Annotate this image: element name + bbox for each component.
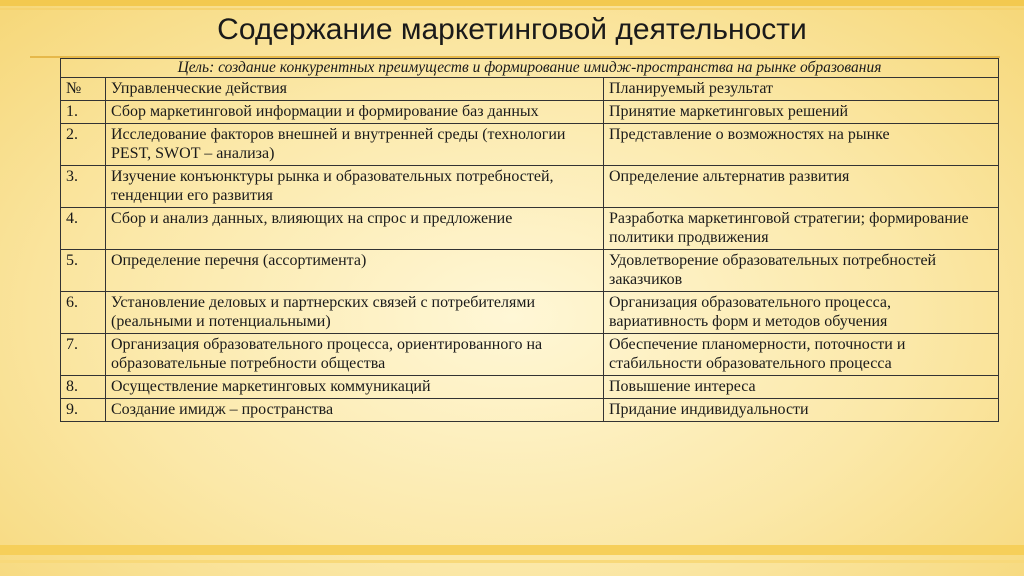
row-number: 9.	[61, 399, 106, 422]
row-result: Придание индивидуальности	[604, 399, 999, 422]
top-decor-band	[0, 0, 1024, 6]
row-action: Организация образовательного процесса, ориентированного на образовательные потребности общества	[106, 334, 604, 376]
row-result: Повышение интереса	[604, 376, 999, 399]
row-number: 8.	[61, 376, 106, 399]
row-action: Исследование факторов внешней и внутренней среды (технологии PEST, SWOT – анализа)	[106, 124, 604, 166]
row-result: Представление о возможностях на рынке	[604, 124, 999, 166]
row-action: Определение перечня (ассортимента)	[106, 250, 604, 292]
table-row	[61, 334, 999, 376]
table-row	[61, 101, 999, 124]
bottom-decor-line	[0, 560, 1024, 563]
row-result: Организация образовательного процесса, вариативность форм и методов обучения	[604, 292, 999, 334]
bottom-decor-band	[0, 545, 1024, 555]
goal-cell: Цель: создание конкурентных преимуществ и формирование имидж-пространства на рынке образования	[61, 59, 999, 78]
content-table	[60, 58, 999, 422]
row-action: Сбор маркетинговой информации и формирование баз данных	[106, 101, 604, 124]
table-row	[61, 250, 999, 292]
row-action: Сбор и анализ данных, влияющих на спрос и предложение	[106, 208, 604, 250]
goal-row	[61, 59, 999, 78]
table-row	[61, 376, 999, 399]
table-row	[61, 166, 999, 208]
table-row	[61, 208, 999, 250]
header-actions: Управленческие действия	[106, 78, 604, 101]
slide-title: Содержание маркетинговой деятельности	[217, 13, 807, 46]
row-result: Удовлетворение образовательных потребностей заказчиков	[604, 250, 999, 292]
header-result: Планируемый результат	[604, 78, 999, 101]
row-number: 4.	[61, 208, 106, 250]
row-result: Принятие маркетинговых решений	[604, 101, 999, 124]
row-number: 7.	[61, 334, 106, 376]
table-row	[61, 399, 999, 422]
row-number: 6.	[61, 292, 106, 334]
row-result: Определение альтернатив развития	[604, 166, 999, 208]
row-number: 3.	[61, 166, 106, 208]
row-action: Изучение конъюнктуры рынка и образовательных потребностей, тенденции его развития	[106, 166, 604, 208]
row-action: Осуществление маркетинговых коммуникаций	[106, 376, 604, 399]
table-row	[61, 292, 999, 334]
header-row	[61, 78, 999, 101]
row-number: 1.	[61, 101, 106, 124]
header-number: №	[61, 78, 106, 101]
row-result: Обеспечение планомерности, поточности и стабильности образовательного процесса	[604, 334, 999, 376]
row-result: Разработка маркетинговой стратегии; формирование политики продвижения	[604, 208, 999, 250]
table-row	[61, 124, 999, 166]
row-action: Установление деловых и партнерских связей с потребителями (реальными и потенциальными)	[106, 292, 604, 334]
row-action: Создание имидж – пространства	[106, 399, 604, 422]
row-number: 2.	[61, 124, 106, 166]
row-number: 5.	[61, 250, 106, 292]
